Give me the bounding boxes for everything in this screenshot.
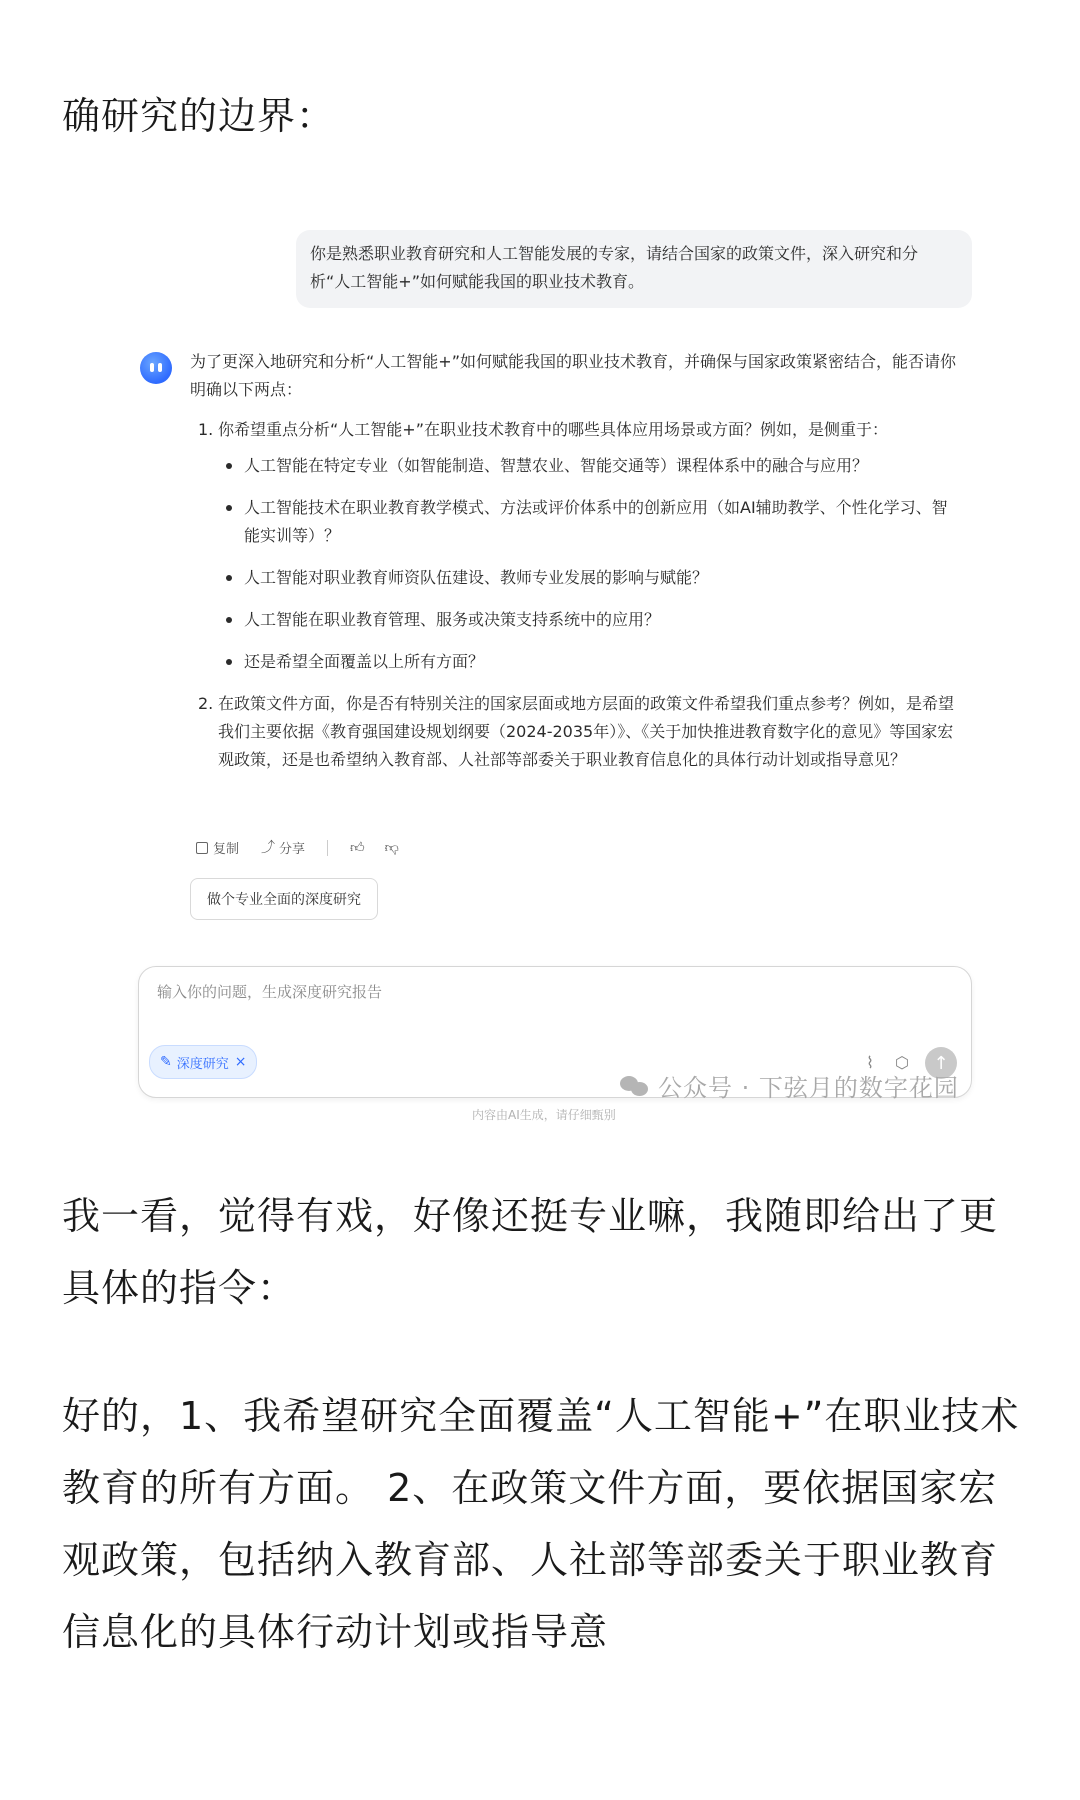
question-1-options <box>190 452 960 676</box>
copy-icon <box>196 842 208 854</box>
pen-icon: ✎ <box>160 1054 172 1070</box>
chat-screenshot <box>0 200 1080 1140</box>
divider <box>327 840 328 856</box>
bullet-icon <box>226 505 232 511</box>
list-item: 还是希望全面覆盖以上所有方面？ <box>190 648 960 676</box>
chat-input-placeholder[interactable]: 输入你的问题，生成深度研究报告 <box>157 983 383 1001</box>
user-message-bubble: 你是熟悉职业教育研究和人工智能发展的专家，请结合国家的政策文件，深入研究和分析“人工智能+”如何赋能我国的职业技术教育。 <box>296 230 972 308</box>
bot-answer <box>190 348 960 774</box>
bot-avatar <box>140 352 172 384</box>
question-2-number: 2. <box>198 694 214 713</box>
paperclip-icon[interactable]: ⌇ <box>866 1053 874 1072</box>
bot-intro-text: 为了更深入地研究和分析“人工智能+”如何赋能我国的职业技术教育，并确保与国家政策紧密结合，能否请你明确以下两点： <box>190 352 956 399</box>
bullet-icon <box>226 617 232 623</box>
share-button[interactable]: ⤴ 分享 <box>261 839 306 857</box>
article-intro: 确研究的边界： <box>62 94 336 138</box>
ai-disclaimer: 内容由AI生成，请仔细甄别 <box>472 1108 616 1122</box>
question-2 <box>190 690 960 774</box>
wechat-icon <box>620 1074 650 1098</box>
copy-button[interactable]: 复制 <box>196 838 239 857</box>
question-1 <box>190 416 960 676</box>
bullet-icon <box>226 575 232 581</box>
bullet-icon <box>226 463 232 469</box>
message-actions <box>196 838 419 857</box>
question-2-text: 在政策文件方面，你是否有特别关注的国家层面或地方层面的政策文件希望我们重点参考？例如，是希望我们主要依据《教育强国建设规划纲要（2024-2035年）》、《关于加快推进教育数字化的意见》等国家宏观政策，还是也希望纳入教育部、人社部等部委关于职业教育信息化的具体行动计划或指导意见？ <box>218 694 955 769</box>
close-icon[interactable]: × <box>234 1054 247 1070</box>
list-item: 人工智能技术在职业教育教学模式、方法或评价体系中的创新应用（如AI辅助教学、个性化学习、智能实训等）？ <box>190 494 960 550</box>
list-item: 人工智能对职业教育师资队伍建设、教师专业发展的影响与赋能？ <box>190 564 960 592</box>
thumbs-down-icon[interactable]: 👎︎ <box>384 840 399 856</box>
deep-research-tag[interactable]: ✎ 深度研究 × <box>149 1045 257 1079</box>
thumbs-up-icon[interactable]: 👍︎ <box>350 840 365 856</box>
list-item: 人工智能在职业教育管理、服务或决策支持系统中的应用？ <box>190 606 960 634</box>
article-paragraph-2: 好的，1、我希望研究全面覆盖“人工智能+”在职业技术教育的所有方面。 2、在政策文件方面，要依据国家宏观政策，包括纳入教育部、人社部等部委关于职业教育信息化的具体行动计划或指导意 <box>62 1394 1020 1654</box>
bullet-icon <box>226 659 232 665</box>
share-icon: ⤴ <box>261 839 276 856</box>
cube-icon[interactable]: ⬡ <box>895 1053 909 1072</box>
list-item: 人工智能在特定专业（如智能制造、智慧农业、智能交通等）课程体系中的融合与应用？ <box>190 452 960 480</box>
watermark: 公众号 · 下弦月的数字花园 <box>620 1068 959 1103</box>
send-arrow-icon[interactable]: ↑ <box>925 1047 957 1079</box>
suggestion-chip[interactable]: 做个专业全面的深度研究 <box>190 878 378 920</box>
question-1-number: 1. <box>198 420 214 439</box>
question-1-text: 你希望重点分析“人工智能+”在职业技术教育中的哪些具体应用场景或方面？例如，是侧重于： <box>218 420 888 439</box>
article-paragraph-1: 我一看，觉得有戏，好像还挺专业嘛，我随即给出了更具体的指令： <box>62 1194 999 1310</box>
